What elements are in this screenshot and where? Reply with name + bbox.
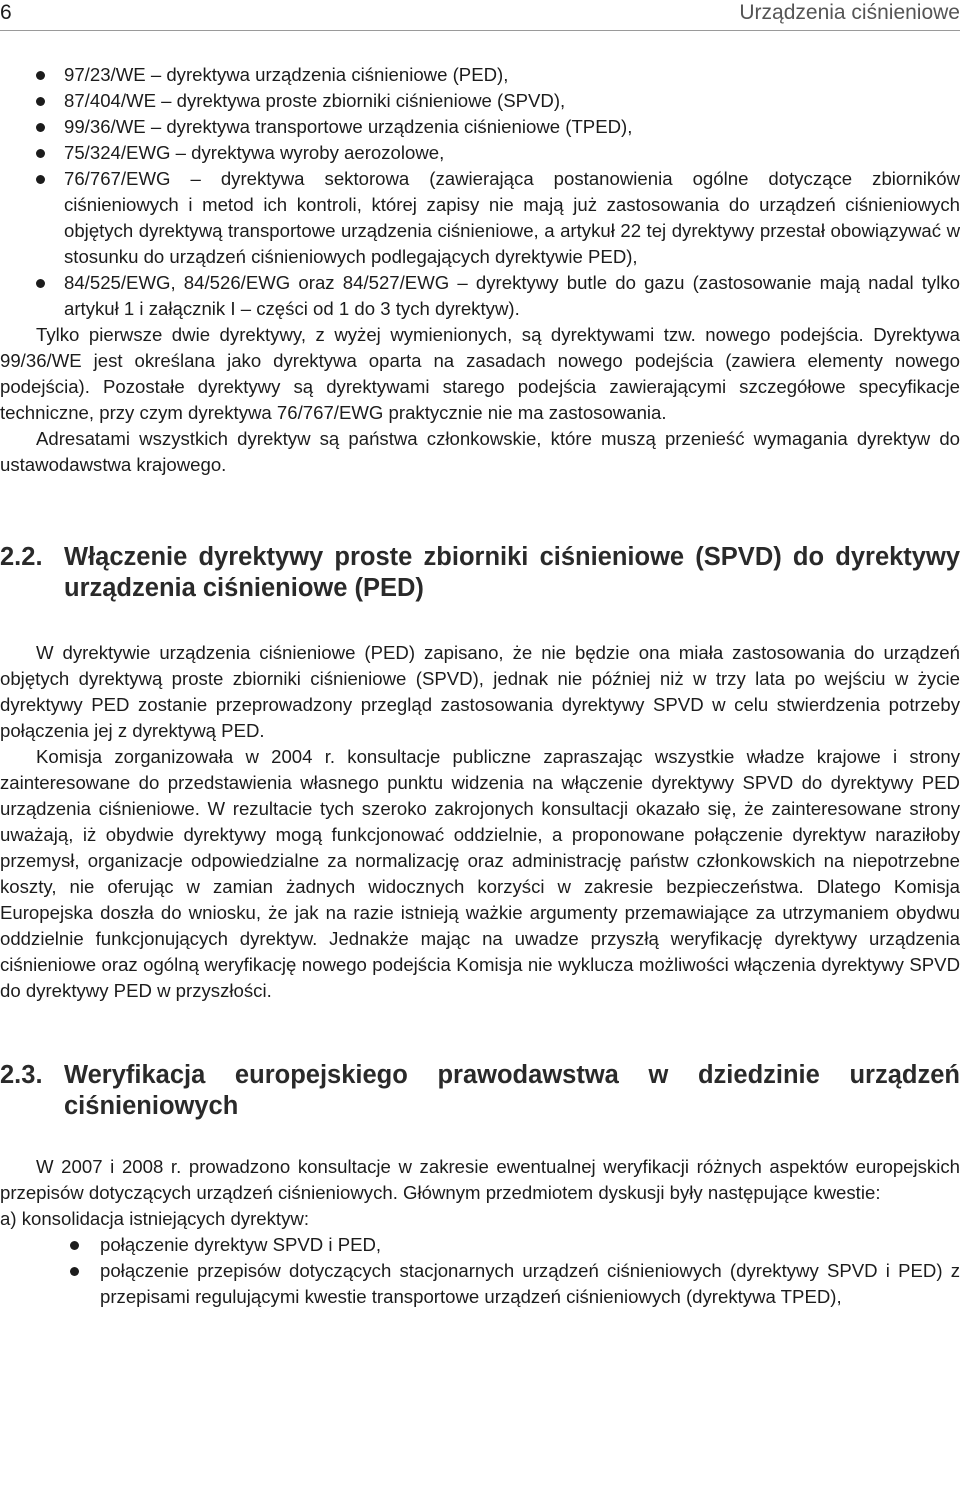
list-item: połączenie przepisów dotyczących stacjonarnych urządzeń ciśnieniowych (dyrektywy SPVD i PED) z przepisami regulującymi kwestie transportowe urządzeń ciśnieniowych (dyrektywa TPED), xyxy=(0,1258,960,1310)
list-item: 84/525/EWG, 84/526/EWG oraz 84/527/EWG – dyrektywy butle do gazu (zastosowanie mają nadal tylko artykuł 1 i załącznik I – części od 1 do 3 tych dyrektyw). xyxy=(0,270,960,322)
section-title: Włączenie dyrektywy proste zbiorniki ciśnieniowe (SPVD) do dyrektywy urządzenia ciśnieniowe (PED) xyxy=(64,543,960,602)
directive-list xyxy=(0,62,960,322)
bullet-icon xyxy=(36,71,45,80)
paragraph: Komisja zorganizowała w 2004 r. konsultacje publiczne zapraszając wszystkie władze krajowe i strony zainteresowane do przedstawienia własnego punktu widzenia na włączenie dyrektywy SPVD do dyrektywy PED urządzenia ciśnieniowe. W rezultacie tych szeroko zakrojonych konsultacji okazało się, że zainteresowane strony uważają, iż obydwie dyrektywy mogą funkcjonować oddzielnie, a proponowane połączenie dyrektyw naraziłoby przemysł, organizacje odpowiedzialne za normalizację oraz administrację państw członkowskich na niepotrzebne koszty, nie oferując w zamian żadnych widocznych korzyści w zakresie bezpieczeństwa. Dlatego Komisja Europejska doszła do wniosku, że jak na razie istnieją ważkie argumenty przemawiające za utrzymaniem obydwu oddzielnie funkcjonujących dyrektyw. Jednakże mając na uwadze przyszłą weryfikację dyrektywy urządzenia ciśnieniowe oraz ogólną weryfikację nowego podejścia Komisja nie wyklucza możliwości włączenia dyrektywy SPVD do dyrektywy PED w przyszłości. xyxy=(0,746,960,1001)
list-item: 76/767/EWG – dyrektywa sektorowa (zawierająca postanowienia ogólne dotyczące zbiorników ciśnieniowych i metod ich kontroli, której zapisy nie mają już zastosowania do urządzeń ciśnieniowych objętych dyrektywą transportowe urządzenia ciśnieniowe, a artykuł 22 tej dyrektywy przestał obowiązywać w stosunku do urządzeń ciśnieniowych podlegających dyrektywie PED), xyxy=(0,166,960,270)
page-content xyxy=(0,62,960,1310)
list-item: połączenie dyrektyw SPVD i PED, xyxy=(0,1232,960,1258)
bullet-icon xyxy=(36,175,45,184)
section-heading-2-3 xyxy=(0,1060,960,1122)
list-item: 87/404/WE – dyrektywa proste zbiorniki ciśnieniowe (SPVD), xyxy=(0,88,960,114)
bullet-icon xyxy=(36,97,45,106)
list-item: 99/36/WE – dyrektywa transportowe urządzenia ciśnieniowe (TPED), xyxy=(0,114,960,140)
bullet-icon xyxy=(36,279,45,288)
paragraph: W 2007 i 2008 r. prowadzono konsultacje w zakresie ewentualnej weryfikacji różnych aspektów europejskich przepisów dotyczących urządzeń ciśnieniowych. Głównym przedmiotem dyskusji były następujące kwestie: xyxy=(0,1156,960,1203)
bullet-icon xyxy=(70,1241,79,1250)
bullet-icon xyxy=(70,1267,79,1276)
section-number: 2.2. xyxy=(0,543,43,571)
consolidation-list xyxy=(0,1232,960,1310)
running-title: Urządzenia ciśnieniowe xyxy=(739,1,960,24)
section-number: 2.3. xyxy=(0,1061,43,1089)
bullet-icon xyxy=(36,123,45,132)
paragraph: W dyrektywie urządzenia ciśnieniowe (PED) zapisano, że nie będzie ona miała zastosowania do urządzeń objętych dyrektywą proste zbiorniki ciśnieniowe (SPVD), jednak nie później niż w trzy lata po wejściu w życie dyrektywy PED zostanie przeprowadzony przegląd zastosowania dyrektywy SPVD w celu stwierdzenia potrzeby połączenia jej z dyrektywą PED. xyxy=(0,642,960,741)
section-title: Weryfikacja europejskiego prawodawstwa w dziedzinie urządzeń ciśnieniowych xyxy=(64,1061,960,1120)
paragraph: Adresatami wszystkich dyrektyw są państwa członkowskie, które muszą przenieść wymagania dyrektyw do ustawodawstwa krajowego. xyxy=(0,428,960,475)
list-item: 97/23/WE – dyrektywa urządzenia ciśnieniowe (PED), xyxy=(0,62,960,88)
bullet-icon xyxy=(36,149,45,158)
list-item: 75/324/EWG – dyrektywa wyroby aerozolowe, xyxy=(0,140,960,166)
page-number: 6 xyxy=(0,1,12,24)
section-heading-2-2 xyxy=(0,542,960,604)
sub-item-a: a) konsolidacja istniejących dyrektyw: xyxy=(0,1208,309,1229)
paragraph: Tylko pierwsze dwie dyrektywy, z wyżej wymienionych, są dyrektywami tzw. nowego podejścia. Dyrektywa 99/36/WE jest określana jako dyrektywa oparta na zasadach nowego podejścia (zawiera elementy nowego podejścia). Pozostałe dyrektywy są dyrektywami starego podejścia zawierającymi szczegółowe specyfikacje techniczne, przy czym dyrektywa 76/767/EWG praktycznie nie ma zastosowania. xyxy=(0,324,960,423)
page-header xyxy=(0,0,960,31)
